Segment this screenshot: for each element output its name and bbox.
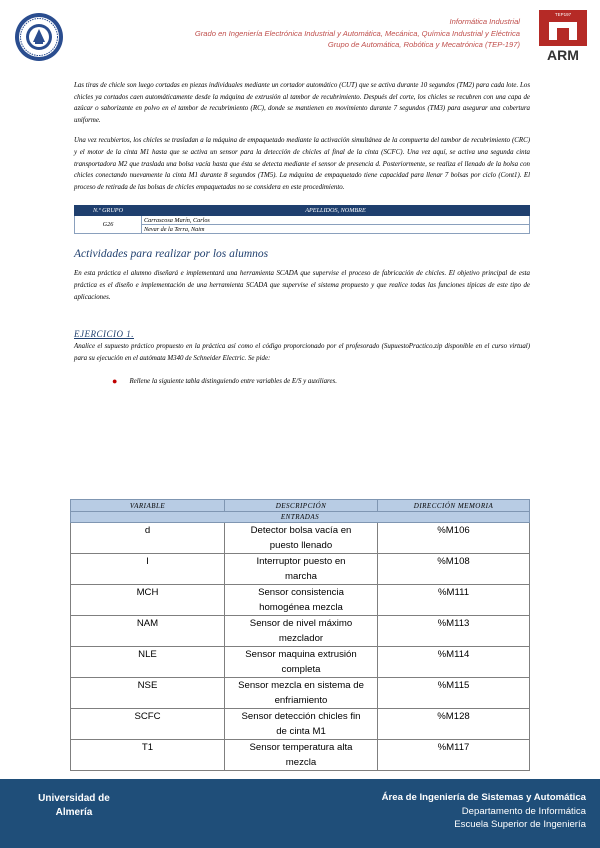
group-table-row: [75, 216, 530, 225]
address-cell: %M106: [378, 523, 530, 554]
address-cell: %M108: [378, 554, 530, 585]
description-line: de cinta M1: [276, 725, 326, 737]
description-line: Sensor temperatura alta: [249, 742, 353, 753]
paragraph-process-cutting: Las tiras de chicle son luego cortadas en piezas individuales mediante un cortador automático (CUT) que se activa durante 10 segundos (TM2) para cada lote. Los chicles ya cortados caen automáticamente desde la máquina de extrusión al tambor de recubrimiento. Después del corte, los chicles se recubren con una capa de azúcar o saborizante en polvo en el tambor de recubrimiento (RC), donde se mantienen en movimiento durante 7 segundos (TM3) para asegurar una cobertura uniforme.: [74, 82, 530, 124]
description-line: Sensor mezcla en sistema de: [238, 680, 364, 691]
footer-university-line: Universidad de: [38, 793, 110, 804]
variable-cell: NAM: [71, 616, 225, 647]
description-column-header: DESCRIPCIÓN: [225, 500, 378, 512]
course-name: Informática Industrial: [449, 17, 520, 26]
table-row: [71, 554, 530, 585]
address-cell: %M117: [378, 740, 530, 771]
document-body: [74, 80, 530, 386]
exercise-paragraph: Analice el supuesto práctico propuesto en la práctica así como el código proporcionado por el profesorado (SupuestoPractico.zip disponible en el curso virtual) para su ejecución en el autómata M340 de Schneider Electric. Se pide:: [74, 343, 530, 362]
description-cell: [225, 740, 378, 771]
address-column-header: DIRECCIÓN MEMORIA: [378, 500, 530, 512]
footer-department: [286, 791, 586, 832]
table-row: [71, 709, 530, 740]
description-cell: [225, 647, 378, 678]
description-cell: [225, 523, 378, 554]
table-row: [71, 523, 530, 554]
description-cell: [225, 678, 378, 709]
description-line: homogénea mezcla: [259, 601, 343, 613]
description-cell: [225, 709, 378, 740]
variable-cell: d: [71, 523, 225, 554]
description-line: Interruptor puesto en: [256, 556, 346, 567]
footer-school: Escuela Superior de Ingeniería: [454, 819, 586, 830]
description-line: Sensor de nivel máximo: [249, 618, 353, 629]
inputs-section-label: ENTRADAS: [71, 512, 530, 523]
address-cell: %M111: [378, 585, 530, 616]
bullet-icon: ●: [112, 376, 118, 387]
group-number: G26: [75, 216, 142, 234]
description-line: Sensor consistencia: [258, 587, 344, 598]
variable-cell: MCH: [71, 585, 225, 616]
bullet-text: Rellene la siguiente tabla distinguiendo entre variables de E/S y auxiliares.: [129, 377, 337, 385]
exercise-bullet: [112, 376, 530, 386]
group-table-header: [75, 206, 530, 216]
table-row: [71, 740, 530, 771]
table-row: [71, 585, 530, 616]
header: [80, 16, 520, 51]
university-seal-logo: [14, 12, 64, 62]
table-row: [71, 616, 530, 647]
description-line: Sensor maquina extrusión: [245, 649, 357, 660]
description-line: completa: [281, 663, 321, 675]
footer-area: Área de Ingeniería de Sistemas y Automática: [381, 792, 586, 803]
footer-university-line: Almería: [55, 807, 93, 818]
variable-cell: SCFC: [71, 709, 225, 740]
variable-cell: I: [71, 554, 225, 585]
description-line: mezcla: [285, 756, 317, 768]
variable-cell: NSE: [71, 678, 225, 709]
address-cell: %M128: [378, 709, 530, 740]
inputs-section-row: [71, 512, 530, 523]
paragraph-process-packaging: Una vez recubiertos, los chicles se trasladan a la máquina de empaquetado mediante la activación simultánea de la compuerta del tambor de recubrimiento (CRC) y el motor de la cinta M1 hasta que se activa un sensor para la detección de chicles al final de la cinta (SCFC). Una vez aquí, se activa una segunda cinta transportadora M2 que traslada una bolsa vacía hasta que ésta se detecta mediante el sensor de presencia d. Posteriormente, se realiza el llenado de la bolsa con chicles conectando nuevamente la cinta M1 durante 8 segundos (TM5). La máquina de empaquetado tiene capacidad para llenar 7 bolsas por ciclo (Cont1). El proceso de retirada de las bolsas de chicles empaquetadas no se considera en este procedimiento.: [74, 137, 530, 191]
exercise-title: EJERCICIO 1.: [74, 329, 134, 340]
footer-department-name: Departamento de Informática: [461, 805, 586, 817]
description-cell: [225, 554, 378, 585]
address-cell: %M115: [378, 678, 530, 709]
table-row: [71, 647, 530, 678]
description-cell: [225, 585, 378, 616]
footer: [0, 779, 600, 848]
variables-table-header: [71, 500, 530, 512]
variable-cell: T1: [71, 740, 225, 771]
group-table: [74, 205, 530, 234]
group-number-header: N.º GRUPO: [75, 206, 142, 216]
description-cell: [225, 616, 378, 647]
description-line: marcha: [285, 570, 317, 582]
degree-names: Grado en Ingeniería Electrónica Industrial y Automática, Mecánica, Química Industrial y Eléctrica: [194, 28, 520, 38]
group-table-row: [75, 225, 530, 234]
description-line: puesto llenado: [269, 539, 333, 551]
activities-title: Actividades para realizar por los alumnos: [74, 248, 269, 261]
logo-arm-label: ARM: [547, 47, 579, 62]
research-group: Grupo de Automática, Robótica y Mecatrónica (TEP-197): [327, 40, 520, 49]
arm-group-logo: [539, 10, 587, 62]
group-member: Nevar de la Terra, Naim: [142, 225, 530, 234]
variable-column-header: VARIABLE: [71, 500, 225, 512]
address-cell: %M114: [378, 647, 530, 678]
variables-table: [70, 499, 530, 771]
description-line: Sensor detección chicles fin: [241, 711, 361, 722]
logo-tep-label: TEP197: [554, 12, 572, 17]
variable-cell: NLE: [71, 647, 225, 678]
group-member: Carrascosa Marín, Carlos: [142, 216, 530, 225]
group-names-header: APELLIDOS, NOMBRE: [142, 206, 530, 216]
table-row: [71, 678, 530, 709]
description-line: enfriamiento: [274, 694, 328, 706]
footer-university: [14, 792, 134, 820]
description-line: mezclador: [278, 632, 324, 644]
activities-paragraph: En esta práctica el alumno diseñará e implementará una herramienta SCADA que supervise el proceso de fabricación de chicles. El objetivo principal de esta práctica es el diseño e implementación de una herramienta SCADA que supervise el sistema propuesto y que realice todas las funciones típicas de este tipo de aplicaciones.: [74, 270, 530, 301]
address-cell: %M113: [378, 616, 530, 647]
description-line: Detector bolsa vacía en: [250, 525, 352, 536]
